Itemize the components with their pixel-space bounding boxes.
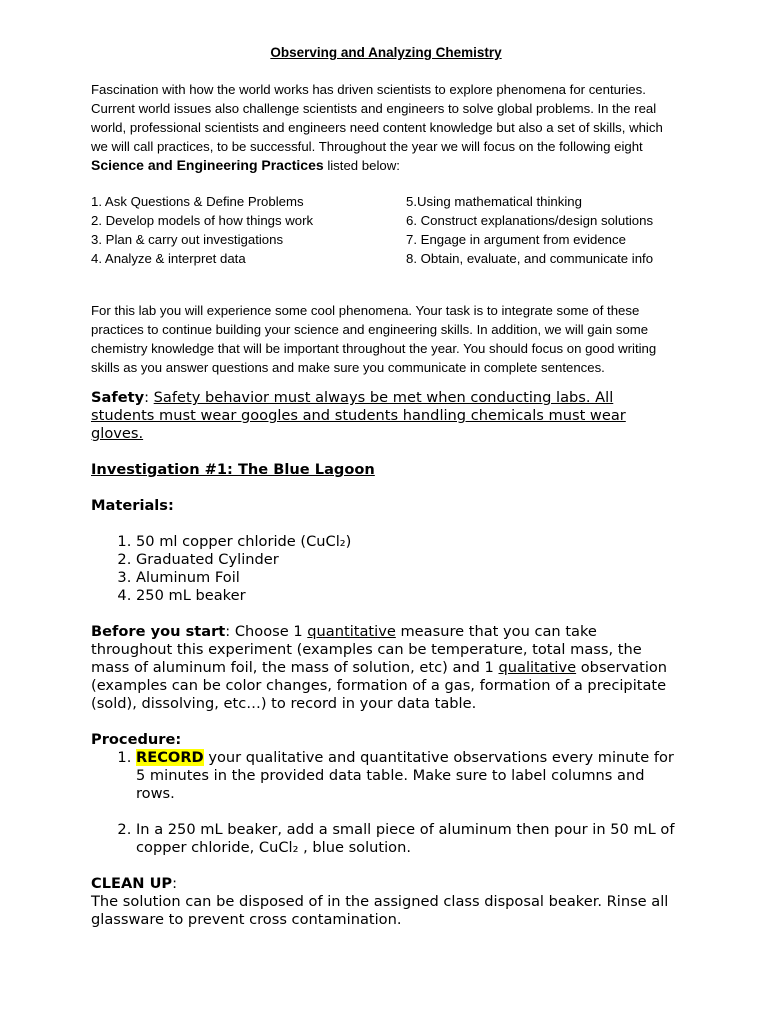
material-item: 2. Graduated Cylinder <box>136 551 681 569</box>
quantitative-term: quantitative <box>307 623 396 640</box>
practices-left-column <box>91 192 406 268</box>
before-you-start-paragraph <box>91 623 681 713</box>
safety-text: Safety behavior must always be met when conducting labs. All students must wear googles and students handling chemicals must wear gloves. <box>91 389 626 442</box>
practice-item: 8. Obtain, evaluate, and communicate info <box>406 251 654 266</box>
intro-paragraph <box>91 80 681 175</box>
cleanup-heading-line <box>91 875 681 893</box>
before-text-2: measure that you can take throughout this experiment (examples can be temperature, total mass, the mass of aluminum foil, the mass of solution, etc) and 1 <box>91 623 642 676</box>
intro-text: Fascination with how the world works has driven scientists to explore phenomena for centuries. Current world issues also challenge scientists and engineers to solve global problems. In the real world, professional scientists and engineers need content knowledge but also a set of skills, which we will call practices, to be successful. Throughout the year we will focus on the following eight <box>91 82 663 154</box>
material-item: 4. 250 mL beaker <box>136 587 681 605</box>
intro-tail: listed below: <box>323 158 400 173</box>
step-1-text: your qualitative and quantitative observations every minute for 5 minutes in the provided data table. Make sure to label columns and rows. <box>136 749 674 802</box>
before-label: Before you start <box>91 623 226 640</box>
cleanup-heading: CLEAN UP <box>91 875 173 892</box>
safety-colon: : <box>144 389 154 406</box>
cleanup-colon: : <box>172 875 178 892</box>
materials-heading: Materials: <box>91 497 174 514</box>
procedure-heading: Procedure: <box>91 731 182 748</box>
safety-label: Safety <box>91 389 145 406</box>
before-text-3: observation (examples can be color changes, formation of a gas, formation of a precipitate (sold), dissolving, etc…) to record in your data table. <box>91 659 668 712</box>
practice-item: 6. Construct explanations/design solutions <box>406 213 654 228</box>
procedure-steps <box>91 749 681 857</box>
cleanup-text: The solution can be disposed of in the assigned class disposal beaker. Rinse all glassware to prevent cross contamination. <box>91 893 669 928</box>
material-item: 1. 50 ml copper chloride (CuCl₂) <box>136 533 681 551</box>
practice-item: 3. Plan & carry out investigations <box>91 232 284 247</box>
procedure-step-2: 2. In a 250 mL beaker, add a small piece of aluminum then pour in 50 mL of copper chloride, CuCl₂ , blue solution. <box>136 821 681 857</box>
practices-list <box>91 192 681 268</box>
document-page <box>91 40 681 929</box>
practices-right-column <box>406 192 653 268</box>
practice-item: 7. Engage in argument from evidence <box>406 232 626 247</box>
safety-paragraph <box>91 389 681 443</box>
qualitative-term: qualitative <box>498 659 577 676</box>
document-title: Observing and Analyzing Chemistry <box>270 45 502 60</box>
material-item: 3. Aluminum Foil <box>136 569 681 587</box>
practice-item: 5.Using mathematical thinking <box>406 194 582 209</box>
record-highlight: RECORD <box>136 749 204 766</box>
procedure-step-1 <box>136 749 681 803</box>
investigation-title: Investigation #1: The Blue Lagoon <box>91 461 375 478</box>
practice-item: 1. Ask Questions & Define Problems <box>91 194 304 209</box>
lab-paragraph: For this lab you will experience some cool phenomena. Your task is to integrate some of these practices to continue building your science and engineering skills. In addition, we will gain some chemistry knowledge that will be important throughout the year. You should focus on good writing skills as you answer questions and make sure you communicate in complete sentences. <box>91 303 657 375</box>
materials-list <box>91 533 681 605</box>
practice-item: 2. Develop models of how things work <box>91 213 314 228</box>
before-text-1: : Choose 1 <box>225 623 308 640</box>
intro-bold-phrase: Science and Engineering Practices <box>91 157 324 173</box>
practice-item: 4. Analyze & interpret data <box>91 251 246 266</box>
